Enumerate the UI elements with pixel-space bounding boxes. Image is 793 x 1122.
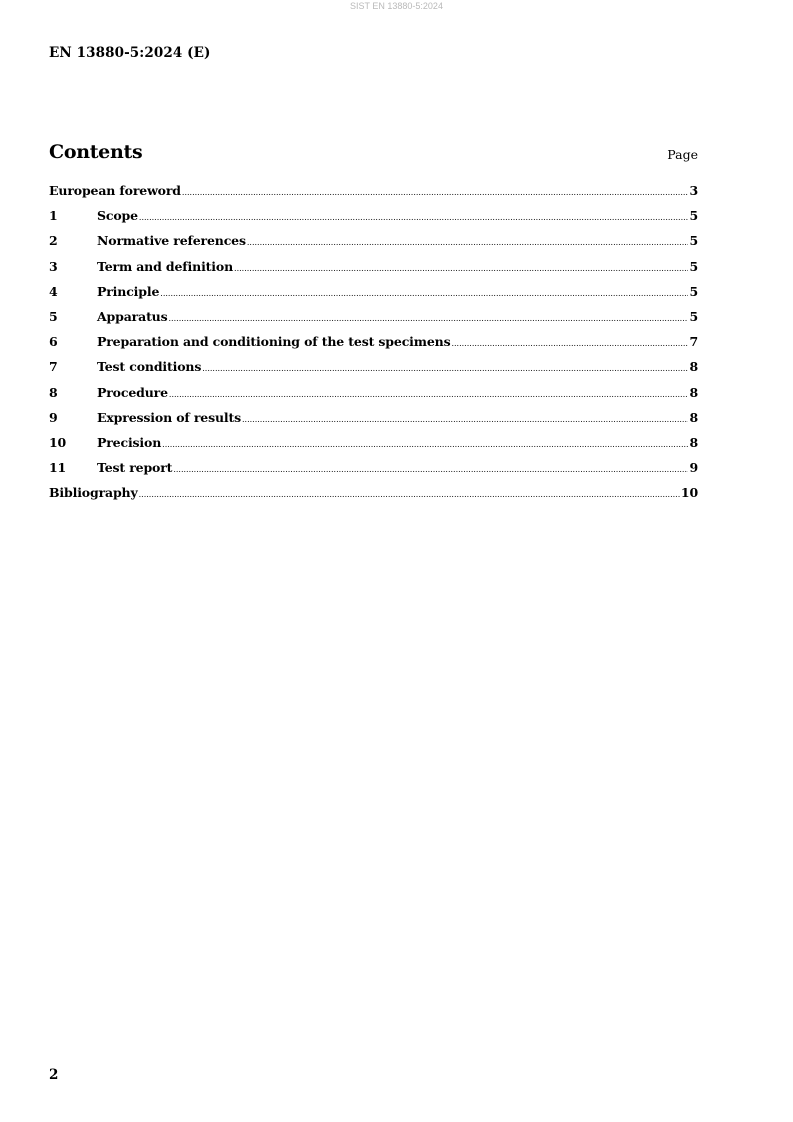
toc-entry-page: 5 xyxy=(689,283,698,299)
table-of-contents xyxy=(49,183,698,510)
dot-leader xyxy=(242,415,688,424)
toc-entry-page: 5 xyxy=(689,308,698,324)
toc-entry-label: Test report xyxy=(97,460,173,476)
toc-entry-procedure[interactable] xyxy=(49,385,698,410)
toc-entry-apparatus[interactable] xyxy=(49,309,698,334)
dot-leader xyxy=(169,314,689,323)
toc-entry-label: Test conditions xyxy=(97,359,202,375)
toc-page-column-label: Page xyxy=(667,147,698,162)
toc-entry-scope[interactable] xyxy=(49,208,698,233)
toc-entry-label: Expression of results xyxy=(97,409,241,425)
toc-entry-number: 4 xyxy=(49,283,58,299)
toc-entry-page: 5 xyxy=(689,233,698,249)
dot-leader xyxy=(162,440,688,449)
page-number: 2 xyxy=(49,1067,59,1083)
toc-entry-number: 3 xyxy=(49,258,58,274)
dot-leader xyxy=(451,339,688,348)
toc-entry-page: 8 xyxy=(689,384,698,400)
dot-leader xyxy=(139,213,689,222)
toc-entry-number: 2 xyxy=(49,233,58,249)
toc-entry-label: Preparation and conditioning of the test specimens xyxy=(97,334,451,350)
toc-entry-term-and-definition[interactable] xyxy=(49,259,698,284)
dot-leader xyxy=(173,465,688,474)
dot-leader xyxy=(160,289,688,298)
toc-entry-label: Apparatus xyxy=(97,308,168,324)
toc-entry-page: 9 xyxy=(689,460,698,476)
dot-leader xyxy=(247,238,689,247)
toc-entry-page: 7 xyxy=(689,334,698,350)
toc-entry-label: Term and definition xyxy=(97,258,234,274)
toc-entry-number: 10 xyxy=(49,434,67,450)
toc-heading xyxy=(49,141,698,167)
toc-entry-european-foreword[interactable] xyxy=(49,183,698,208)
dot-leader xyxy=(169,390,689,399)
toc-entry-label: European foreword xyxy=(49,183,181,198)
toc-entry-test-report[interactable] xyxy=(49,460,698,485)
dot-leader xyxy=(139,490,680,499)
toc-entry-label: Normative references xyxy=(97,233,246,249)
toc-entry-number: 11 xyxy=(49,460,67,476)
toc-entry-label: Scope xyxy=(97,208,138,224)
dot-leader xyxy=(234,264,688,273)
toc-entry-page: 5 xyxy=(689,258,698,274)
toc-entry-label: Procedure xyxy=(97,384,168,400)
watermark: SIST EN 13880-5:2024 xyxy=(350,1,443,11)
toc-entry-preparation-and-conditioning[interactable] xyxy=(49,334,698,359)
toc-entry-number: 7 xyxy=(49,359,58,375)
toc-entry-page: 8 xyxy=(689,434,698,450)
toc-entry-label: Precision xyxy=(97,434,162,450)
toc-entry-precision[interactable] xyxy=(49,435,698,460)
toc-entry-bibliography[interactable] xyxy=(49,485,698,510)
toc-entry-normative-references[interactable] xyxy=(49,233,698,258)
toc-entry-number: 6 xyxy=(49,334,58,350)
toc-entry-page: 8 xyxy=(689,409,698,425)
toc-entry-expression-of-results[interactable] xyxy=(49,410,698,435)
document-id: EN 13880-5:2024 (E) xyxy=(49,45,211,61)
toc-entry-label: Bibliography xyxy=(49,485,138,501)
toc-entry-principle[interactable] xyxy=(49,284,698,309)
dot-leader xyxy=(202,364,688,373)
toc-title: Contents xyxy=(49,141,143,163)
toc-entry-number: 1 xyxy=(49,208,58,224)
toc-entry-number: 8 xyxy=(49,384,58,400)
toc-entry-number: 5 xyxy=(49,308,58,324)
toc-entry-page: 10 xyxy=(680,485,698,501)
dot-leader xyxy=(182,188,689,197)
toc-entry-page: 5 xyxy=(689,208,698,224)
toc-entry-label: Principle xyxy=(97,283,160,299)
toc-entry-page: 8 xyxy=(689,359,698,375)
toc-entry-number: 9 xyxy=(49,409,58,425)
toc-entry-test-conditions[interactable] xyxy=(49,359,698,384)
toc-entry-page: 3 xyxy=(689,183,698,198)
